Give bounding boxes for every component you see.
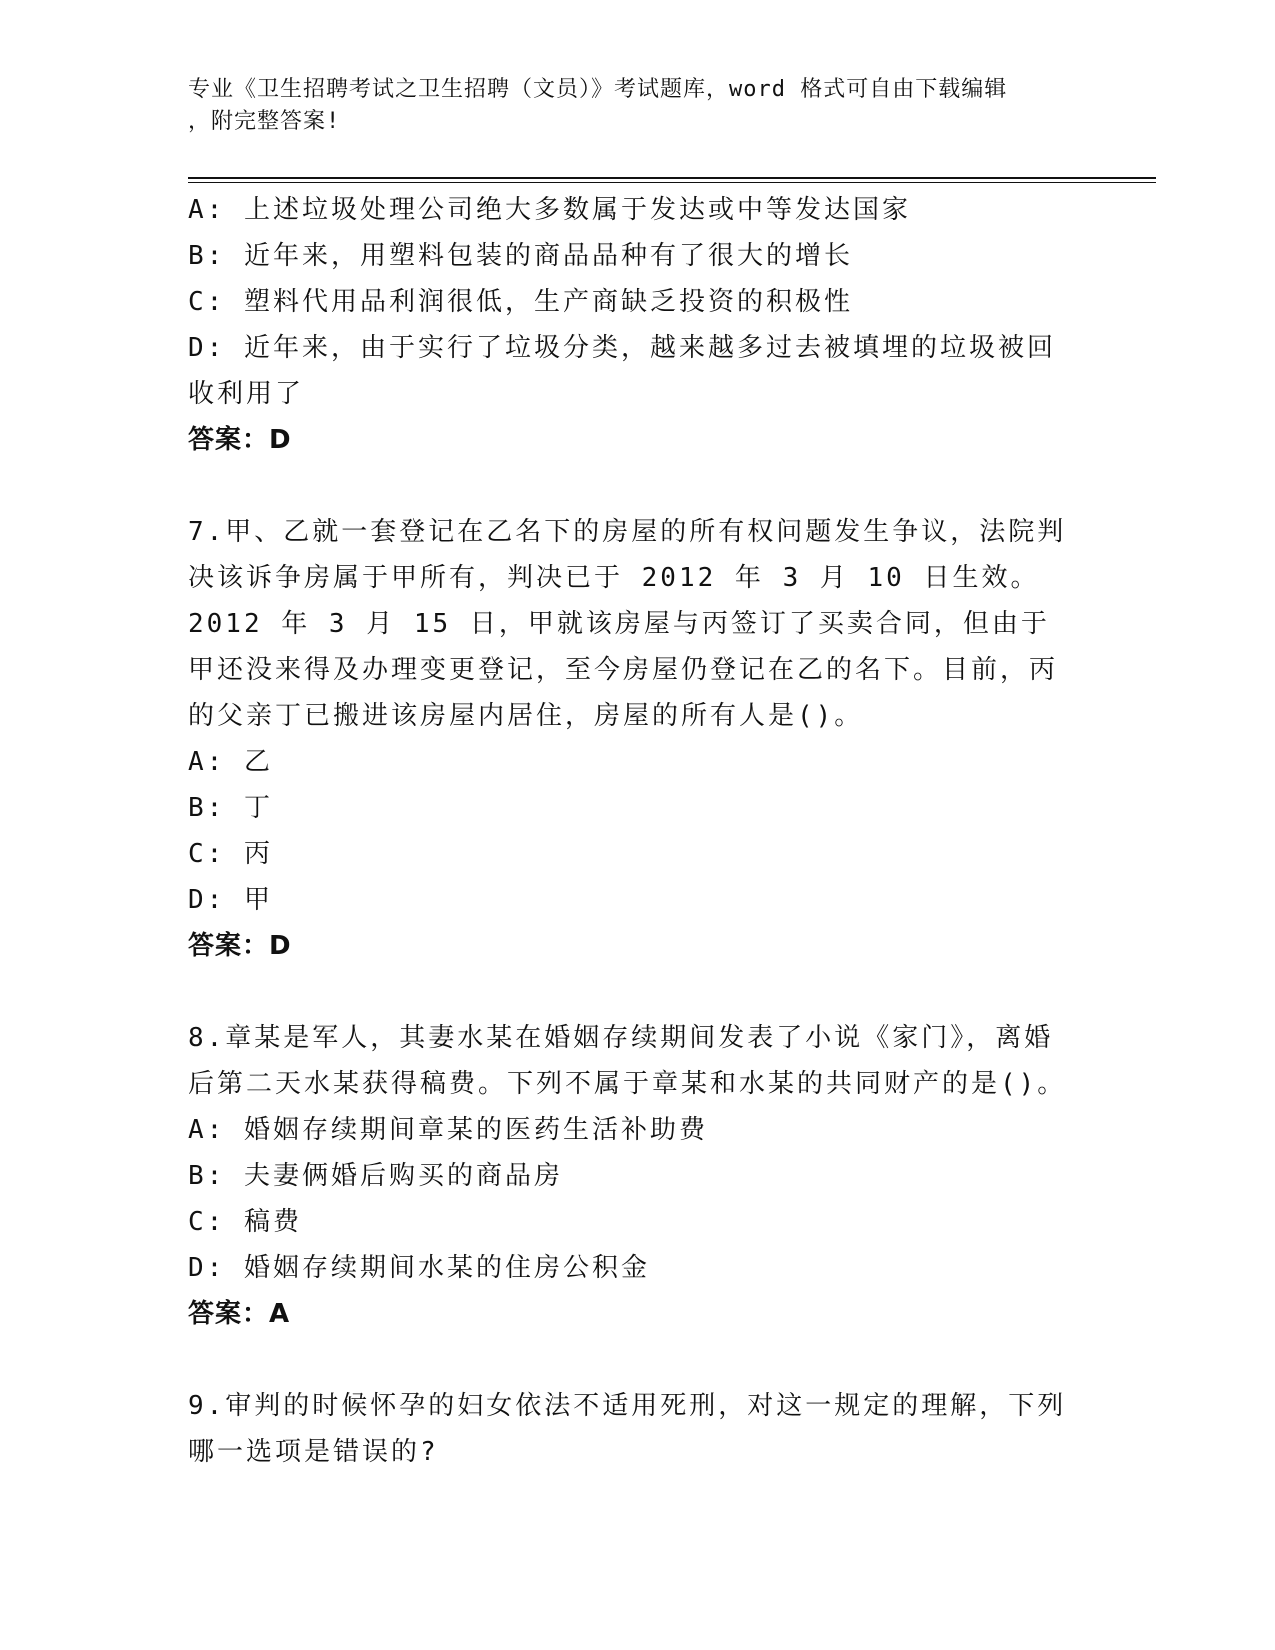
option-a: A: 乙 — [188, 747, 273, 777]
header-line-2: ，附完整答案! — [188, 109, 341, 134]
option-d: D: 近年来，由于实行了垃圾分类，越来越多过去被填埋的垃圾被回收利用了 — [188, 333, 1056, 409]
spacer — [188, 463, 1078, 509]
question-9 — [188, 1383, 1078, 1475]
option-b: B: 夫妻俩婚后购买的商品房 — [188, 1161, 563, 1191]
header-line-1: 专业《卫生招聘考试之卫生招聘（文员）》考试题库，word 格式可自由下载编辑 — [188, 77, 1008, 102]
option-c: C: 稿费 — [188, 1207, 302, 1237]
option-d: D: 甲 — [188, 885, 273, 915]
option-b: B: 丁 — [188, 793, 273, 823]
header-divider-thin — [188, 182, 1156, 183]
answer-label: 答案：D — [188, 931, 292, 961]
option-a: A: 上述垃圾处理公司绝大多数属于发达或中等发达国家 — [188, 195, 911, 225]
option-d: D: 婚姻存续期间水某的住房公积金 — [188, 1253, 650, 1283]
spacer — [188, 1337, 1078, 1383]
header-divider-thick — [188, 177, 1156, 179]
answer-label: 答案：D — [188, 425, 292, 455]
option-b: B: 近年来，用塑料包装的商品品种有了很大的增长 — [188, 241, 853, 271]
question-text: 7.甲、乙就一套登记在乙名下的房屋的所有权问题发生争议，法院判决该诉争房属于甲所有，判决已于 2012 年 3 月 10 日生效。2012 年 3 月 15 日，甲就该房屋与丙签订了买卖合同，但由于甲还没来得及办理变更登记，至今房屋仍登记在乙的名下。目前，丙的父亲丁已搬进该房屋内居住，房屋的所有人是()。 — [188, 517, 1067, 731]
option-c: C: 丙 — [188, 839, 273, 869]
answer-label: 答案：A — [188, 1299, 291, 1329]
question-8 — [188, 1015, 1078, 1337]
document-header — [188, 74, 1068, 138]
spacer — [188, 969, 1078, 1015]
question-list — [188, 187, 1078, 1475]
option-c: C: 塑料代用品利润很低，生产商缺乏投资的积极性 — [188, 287, 853, 317]
question-7 — [188, 509, 1078, 969]
question-text: 8.章某是军人，其妻水某在婚姻存续期间发表了小说《家门》，离婚后第二天水某获得稿费。下列不属于章某和水某的共同财产的是()。 — [188, 1023, 1067, 1099]
question-text: 9.审判的时候怀孕的妇女依法不适用死刑，对这一规定的理解，下列哪一选项是错误的? — [188, 1391, 1067, 1467]
option-a: A: 婚姻存续期间章某的医药生活补助费 — [188, 1115, 708, 1145]
question-6 — [188, 187, 1078, 463]
